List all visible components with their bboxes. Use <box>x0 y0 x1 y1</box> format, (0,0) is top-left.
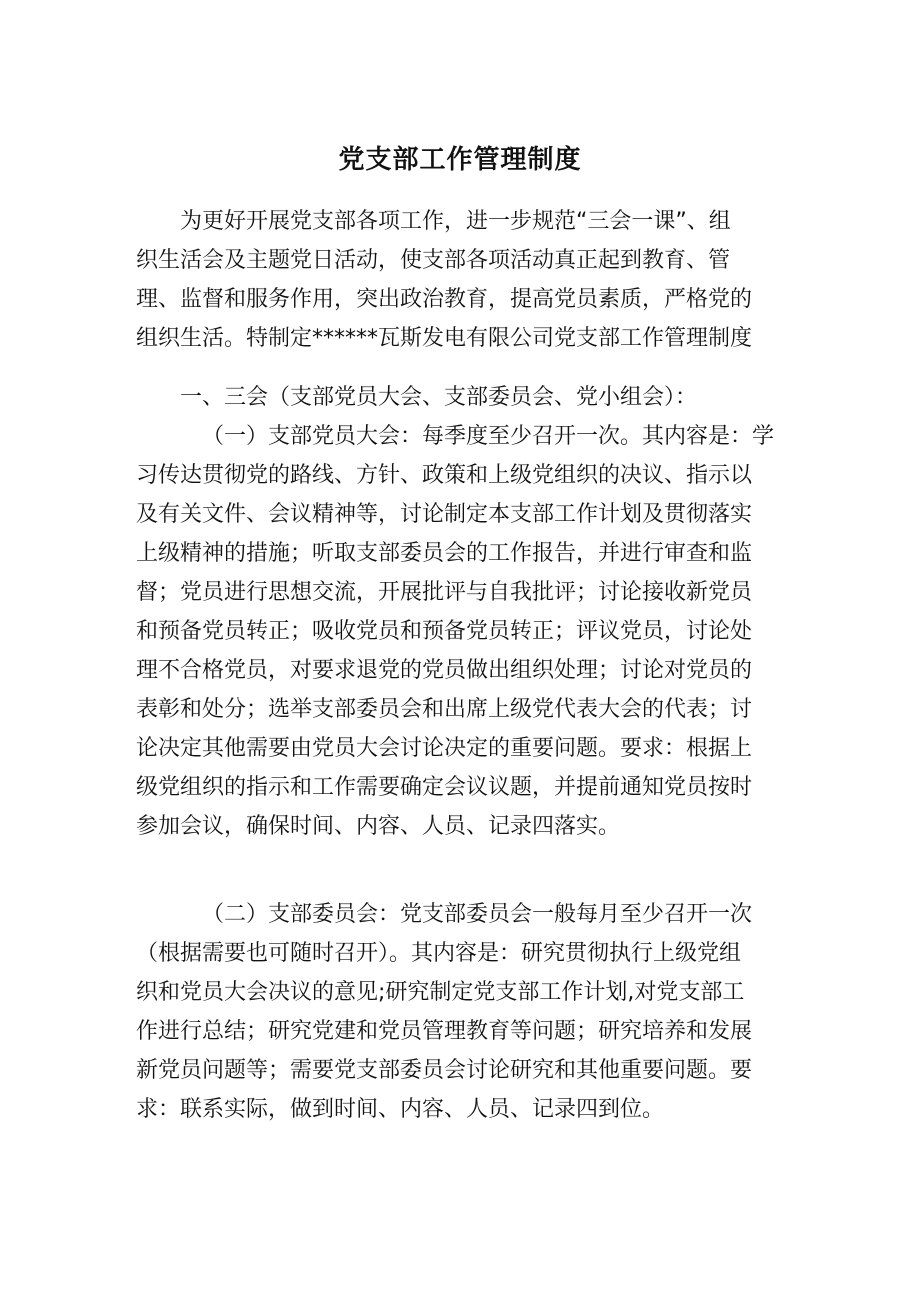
sub2-line: 求：联系实际，做到时间、内容、人员、记录四到位。 <box>136 1097 665 1122</box>
intro-paragraph <box>136 202 790 358</box>
sub1-line: 表彰和处分；选举支部委员会和出席上级党代表大会的代表；讨 <box>136 697 753 722</box>
sub2-line: （二）支部委员会：党支部委员会一般每月至少召开一次 <box>202 902 753 927</box>
subsection-1-paragraph <box>136 417 790 846</box>
sub1-line: 参加会议，确保时间、内容、人员、记录四落实。 <box>136 814 621 839</box>
document-title: 党支部工作管理制度 <box>338 145 582 175</box>
sub2-line: （根据需要也可随时召开）。其内容是：研究贯彻执行上级党组 <box>136 941 742 966</box>
intro-line: 组织生活。特制定******瓦斯发电有限公司党支部工作管理制度 <box>136 326 753 351</box>
intro-line: 织生活会及主题党日活动，使支部各项活动真正起到教育、管 <box>136 248 731 273</box>
sub1-line: 及有关文件、会议精神等，讨论制定本支部工作计划及贯彻落实 <box>136 502 753 527</box>
sub1-line: 上级精神的措施；听取支部委员会的工作报告，并进行审查和监 <box>136 541 753 566</box>
section-heading <box>136 378 790 417</box>
sub1-line: 习传达贯彻党的路线、方针、政策和上级党组织的决议、指示以 <box>136 463 753 488</box>
sub1-line: 论决定其他需要由党员大会讨论决定的重要问题。要求：根据上 <box>136 736 753 761</box>
intro-line: 理、监督和服务作用，突出政治教育，提高党员素质，严格党的 <box>136 287 753 312</box>
sub1-line: 级党组织的指示和工作需要确定会议议题，并提前通知党员按时 <box>136 775 753 800</box>
subsection-2-paragraph <box>136 895 790 1129</box>
intro-line: 为更好开展党支部各项工作，进一步规范“三会一课”、组 <box>180 209 731 234</box>
sub1-line: 理不合格党员，对要求退党的党员做出组织处理；讨论对党员的 <box>136 658 753 683</box>
sub1-line: 和预备党员转正；吸收党员和预备党员转正；评议党员，讨论处 <box>136 619 753 644</box>
sub2-line: 新党员问题等；需要党支部委员会讨论研究和其他重要问题。要 <box>136 1058 753 1083</box>
section-heading-text: 一、三会（支部党员大会、支部委员会、党小组会）： <box>180 385 698 410</box>
sub2-line: 作进行总结；研究党建和党员管理教育等问题；研究培养和发展 <box>136 1019 753 1044</box>
sub1-line: （一）支部党员大会：每季度至少召开一次。其内容是：学 <box>202 424 775 449</box>
sub1-line: 督；党员进行思想交流，开展批评与自我批评；讨论接收新党员 <box>136 580 753 605</box>
sub2-line: 织和党员大会决议的意见;研究制定党支部工作计划,对党支部工 <box>136 980 745 1005</box>
